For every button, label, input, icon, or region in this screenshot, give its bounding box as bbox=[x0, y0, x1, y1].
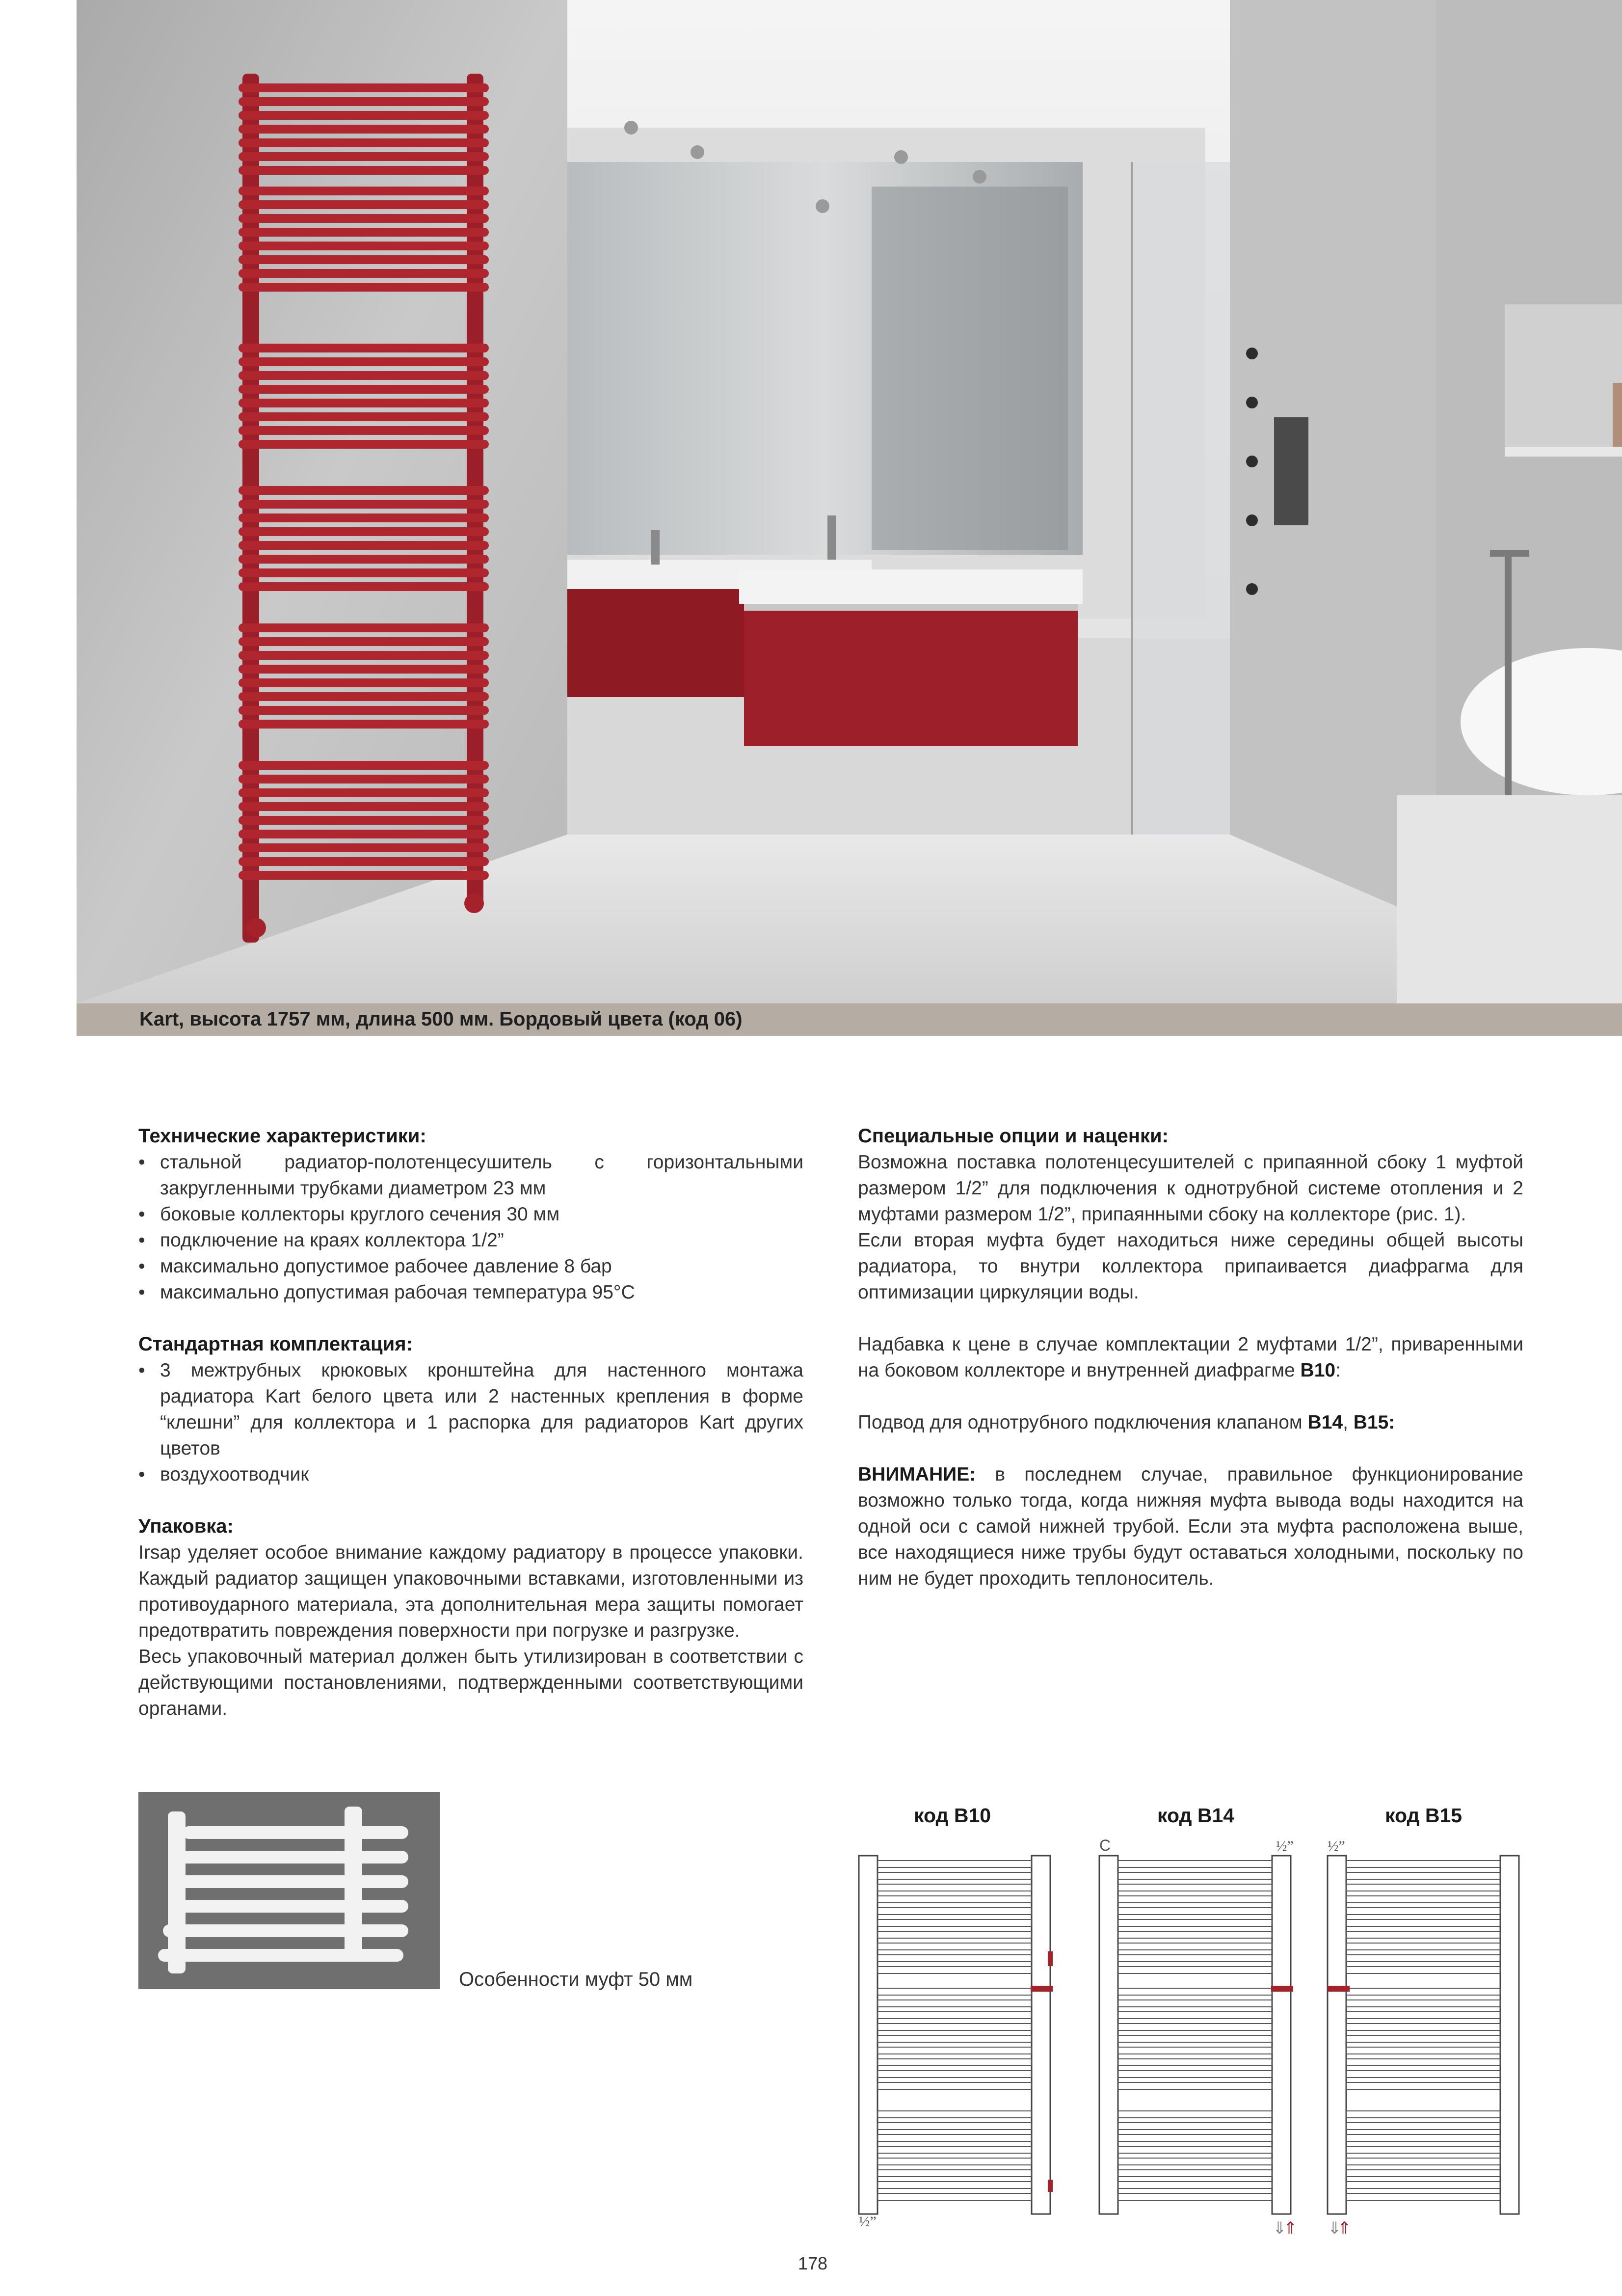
bathroom-illustration bbox=[77, 0, 1622, 1003]
special-options-title: Специальные опции и наценки: bbox=[858, 1125, 1169, 1147]
list-item: • боковые коллекторы круглого сечения 30 мм bbox=[138, 1201, 803, 1227]
standard-kit-list bbox=[138, 1357, 803, 1487]
label-top-left: ½” bbox=[1328, 1838, 1345, 1854]
list-item: • максимально допустимая рабочая температура 95°C bbox=[138, 1279, 803, 1305]
coupling-label: Особенности муфт 50 мм bbox=[459, 1969, 693, 1990]
surcharge-text: Надбавка к цене в случае комплектации 2 муфтами 1/2”, приваренными на боковом коллекторе и внутренней диафрагме B10: bbox=[858, 1334, 1523, 1381]
hero-photo bbox=[77, 0, 1622, 1003]
photo-caption: Kart, высота 1757 мм, длина 500 мм. Бордовый цвета (код 06) bbox=[139, 1008, 743, 1030]
diagram-title-b14: код B14 bbox=[1157, 1804, 1235, 1827]
diagram-title-b15: код B15 bbox=[1385, 1804, 1462, 1827]
standard-kit-title: Стандартная комплектация: bbox=[138, 1333, 413, 1355]
label-top-right: ½” bbox=[1276, 1838, 1294, 1854]
flow-arrows-icon: ⇓ bbox=[1328, 2219, 1342, 2238]
left-column bbox=[138, 1123, 803, 1722]
diagram-title-b10: код B10 bbox=[914, 1804, 991, 1827]
valve-text: Подвод для однотрубного подключения клапаном B14, B15: bbox=[858, 1412, 1395, 1433]
list-item: • стальной радиатор-полотенцесушитель с горизонтальными закругленными трубками диаметром 23 мм bbox=[138, 1149, 803, 1201]
options-text: Если вторая муфта будет находиться ниже середины общей высоты радиатора, то внутри коллектора припаивается диафрагма для оптимизации циркуляции воды. bbox=[858, 1230, 1523, 1303]
attention-text: ВНИМАНИЕ: в последнем случае, правильное функционирование возможно только тогда, когда нижняя муфта вывода воды находится на одной оси с самой нижней трубой. Если эта муфта расположена выше, все находящиеся ниже трубы будут оставаться холодными, поскольку по ним не будет проходить теплоноситель. bbox=[858, 1464, 1523, 1589]
diagram-b15 bbox=[1323, 1836, 1529, 2253]
list-item: • 3 межтрубных крюковых кронштейна для настенного монтажа радиатора Kart белого цвета или 2 настенных крепления в форме “клешни” для коллектора и 1 распорка для радиаторов Kart других цветов bbox=[138, 1357, 803, 1461]
flow-arrows-icon: ⇑ bbox=[1337, 2219, 1352, 2238]
list-item: • максимально допустимое рабочее давление 8 бар bbox=[138, 1253, 803, 1279]
options-text: Возможна поставка полотенцесушителей с припаянной сбоку 1 муфтой размером 1/2” для подключения к однотрубной системе отопления и 2 муфтами размером 1/2”, припаянными сбоку на коллекторе (рис. 1). bbox=[858, 1152, 1523, 1225]
flow-arrows-icon: ⇓ bbox=[1273, 2219, 1287, 2238]
packaging-title: Упаковка: bbox=[138, 1515, 234, 1537]
code-b14: B14 bbox=[1307, 1412, 1343, 1433]
photo-caption-band bbox=[77, 1003, 1622, 1036]
packaging-text: Весь упаковочный материал должен быть утилизирован в соответствии с действующими постановлениями, подтвержденными соответствующими органами. bbox=[138, 1646, 803, 1719]
attention-label: ВНИМАНИЕ: bbox=[858, 1464, 976, 1485]
diagram-b14 bbox=[1094, 1836, 1301, 2253]
tech-specs-list bbox=[138, 1149, 803, 1305]
list-item: • воздухоотводчик bbox=[138, 1461, 803, 1487]
label-bottom-left: ½” bbox=[859, 2214, 877, 2230]
code-b15: B15: bbox=[1353, 1412, 1395, 1433]
label-top-left: C bbox=[1099, 1837, 1111, 1854]
code-b10: B10 bbox=[1300, 1360, 1336, 1381]
flow-arrows-icon: ⇑ bbox=[1283, 2219, 1298, 2238]
tech-specs-title: Технические характеристики: bbox=[138, 1125, 426, 1147]
diagram-b10 bbox=[854, 1836, 1060, 2253]
packaging-text: Irsap уделяет особое внимание каждому радиатору в процессе упаковки. Каждый радиатор защищен упаковочными вставками, изготовленными из противоударного материала, эта дополнительная мера защиты помогает предотвратить повреждения поверхности при погрузке и разгрузке. bbox=[138, 1542, 803, 1641]
coupling-photo bbox=[138, 1792, 440, 1989]
list-item: • подключение на краях коллектора 1/2” bbox=[138, 1227, 803, 1253]
right-column bbox=[858, 1123, 1523, 1592]
page-number: 178 bbox=[798, 2253, 828, 2273]
